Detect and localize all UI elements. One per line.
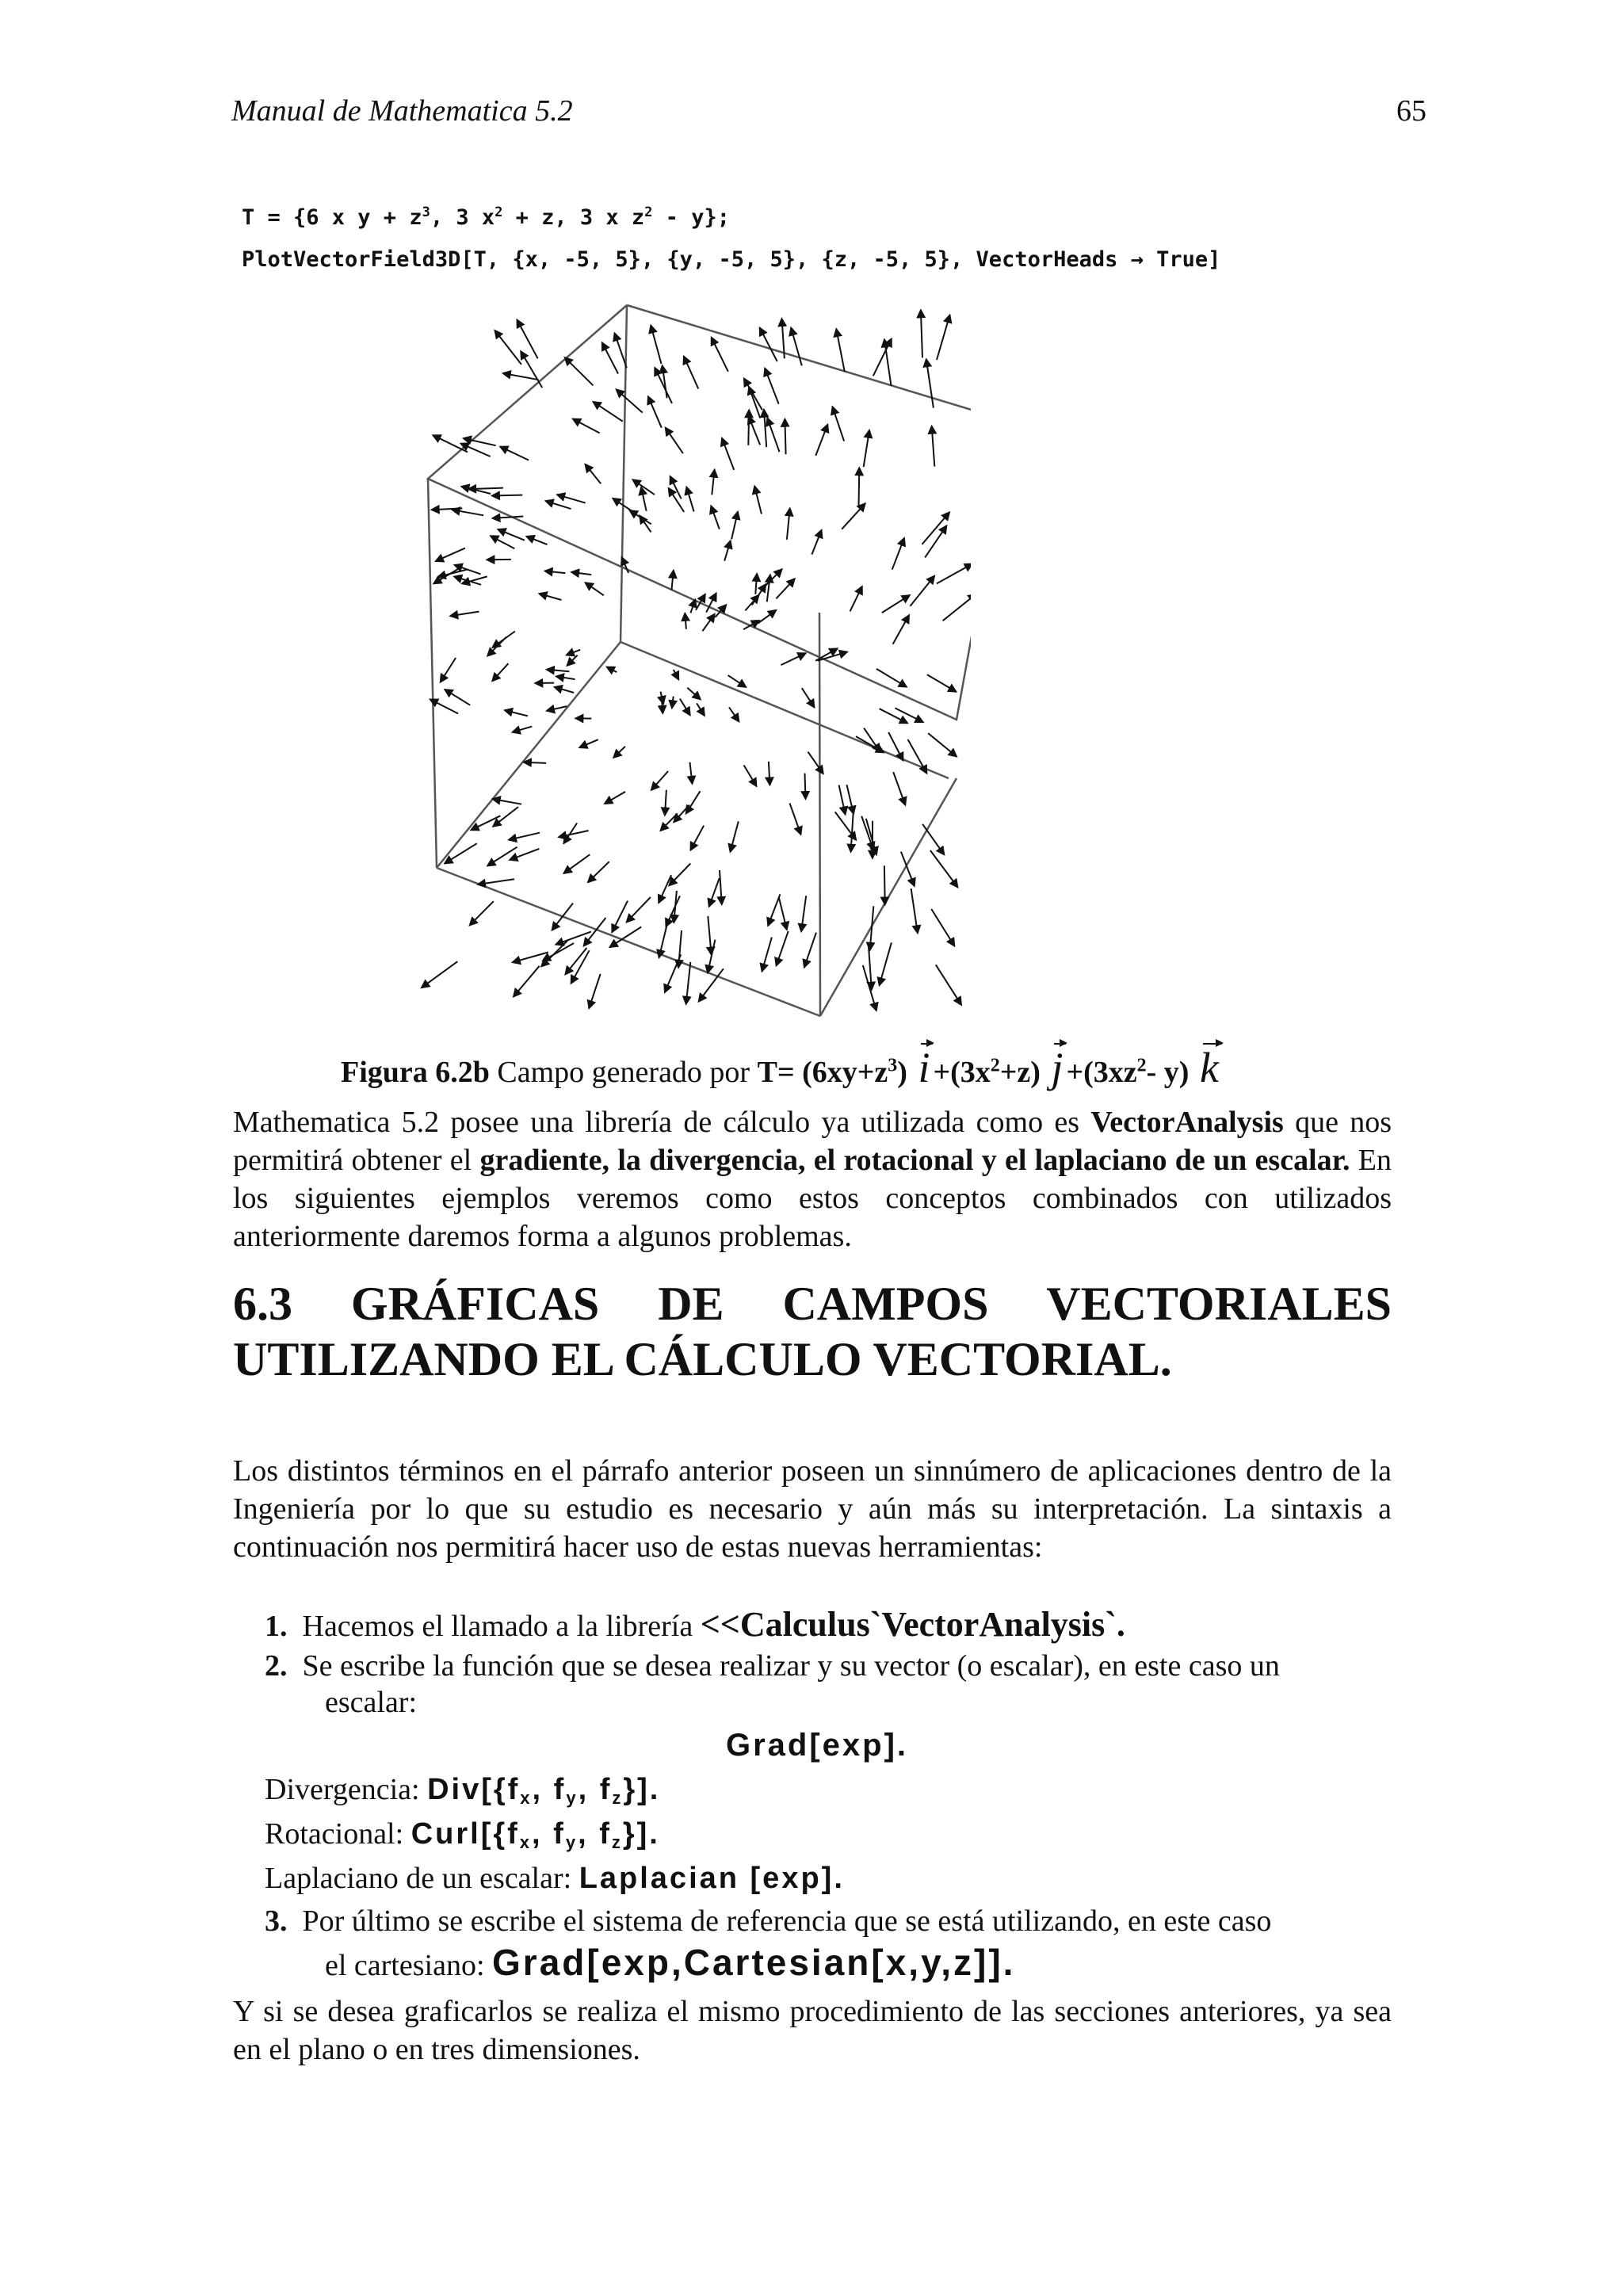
vector-arrow xyxy=(607,667,617,673)
vector-arrow xyxy=(779,897,787,930)
vector-arrow xyxy=(833,407,845,441)
vector-arrow xyxy=(728,675,747,687)
vector-arrow xyxy=(729,707,739,721)
vector-arrow xyxy=(762,938,772,972)
vector-arrow xyxy=(766,569,782,586)
vector-arrow xyxy=(450,612,479,617)
vector-arrow xyxy=(545,571,566,574)
page-number: 65 xyxy=(1396,94,1426,128)
vector-arrow xyxy=(659,875,671,903)
vector-arrow xyxy=(908,739,927,774)
vector-arrow xyxy=(937,563,971,583)
vector-arrow xyxy=(936,965,961,1005)
vector-arrow xyxy=(802,688,815,707)
vector-arrow xyxy=(513,727,533,732)
vector-arrow xyxy=(540,594,562,600)
step-3-continued: el cartesiano: Grad[exp,Cartesian[x,y,z]]. xyxy=(325,1942,1016,1983)
vector-arrow xyxy=(911,888,918,933)
step-2: 2. Se escribe la función que se desea realizar y su vector (o escalar), en este caso un xyxy=(265,1649,1280,1683)
vector-arrow xyxy=(613,747,625,758)
vector-arrow xyxy=(505,710,528,716)
vector-arrow xyxy=(565,357,594,385)
vector-arrow xyxy=(910,576,934,606)
vector-arrow xyxy=(422,961,457,988)
vector-arrow xyxy=(764,410,766,447)
vector-arrow xyxy=(659,926,667,957)
vector-arrow xyxy=(769,762,770,785)
vector-arrow xyxy=(445,690,470,705)
vector-arrow xyxy=(685,613,686,629)
vector-arrow xyxy=(471,816,500,830)
vector-arrow xyxy=(651,326,661,364)
vector-arrow xyxy=(454,576,481,584)
vector-arrow xyxy=(674,805,689,823)
vector-arrow xyxy=(556,676,575,679)
vector-arrow xyxy=(815,425,827,456)
vector-arrow xyxy=(893,615,909,644)
vector-arrow xyxy=(594,402,623,422)
vector-arrow xyxy=(937,315,950,361)
vector-arrow xyxy=(589,974,600,1008)
vector-arrow xyxy=(711,506,720,529)
vector-arrow xyxy=(895,708,922,722)
vector-arrow xyxy=(880,942,892,985)
vector-arrow xyxy=(927,674,957,691)
vector-arrow xyxy=(500,447,529,460)
vector-arrow xyxy=(744,379,762,411)
vector-arrow xyxy=(517,320,537,359)
vector-arrow xyxy=(586,583,604,595)
vector-arrow xyxy=(672,571,674,590)
vector-arrow xyxy=(767,418,779,452)
vector-arrow xyxy=(602,342,618,373)
vector-arrow xyxy=(432,508,463,510)
vector-arrow xyxy=(712,470,714,495)
vector-arrow xyxy=(627,897,651,922)
vector-arrow xyxy=(567,650,580,655)
vector-arrow xyxy=(648,396,662,427)
vector-arrow xyxy=(430,699,458,713)
vector-arrow xyxy=(805,774,806,799)
vector-arrow xyxy=(491,536,514,548)
vector-arrow xyxy=(767,575,770,602)
vector-arrow xyxy=(571,572,591,575)
unit-vector-i: i xyxy=(918,1044,930,1091)
vector-arrow xyxy=(478,879,514,884)
vector-arrow xyxy=(492,663,508,681)
unit-vector-k: k xyxy=(1199,1044,1219,1091)
vector-arrow xyxy=(781,653,805,665)
vector-arrow xyxy=(702,614,714,631)
vector-arrow xyxy=(461,487,491,494)
vector-arrow xyxy=(884,865,885,904)
vector-arrow xyxy=(672,697,674,709)
vector-arrow xyxy=(744,766,757,786)
vector-arrow xyxy=(680,699,690,716)
vector-arrow xyxy=(731,512,738,540)
vector-arrow xyxy=(686,487,693,512)
figure-caption: Figura 6.2b Campo generado por $T= (6xy+z^3)$ $i +(3x^2+z)$ $j +(3xz^2-$ y) k xyxy=(341,1044,1219,1091)
vector-arrow xyxy=(436,548,465,562)
vector-arrow xyxy=(866,819,876,855)
vector-arrow xyxy=(470,901,494,925)
vector-arrow xyxy=(492,495,522,496)
vector-arrow xyxy=(943,594,971,621)
vector-arrow xyxy=(503,373,539,380)
vector-arrow xyxy=(555,687,575,693)
vector-arrow xyxy=(768,894,780,926)
vector-arrow xyxy=(641,487,647,511)
vector-arrow xyxy=(557,495,586,502)
vector-arrow xyxy=(573,419,600,434)
vector-arrow xyxy=(847,785,854,814)
vector-arrow xyxy=(441,658,456,682)
vector-arrow xyxy=(495,330,521,365)
unit-vector-j: j xyxy=(1051,1044,1064,1091)
vector-arrow xyxy=(433,567,461,583)
bounding-box xyxy=(428,305,971,1016)
vector-arrow xyxy=(869,946,872,990)
section-heading: 6.3 GRÁFICAS DE CAMPOS VECTORIALES UTILIZANDO EL CÁLCULO VECTORIAL. xyxy=(233,1278,1392,1385)
vector-arrow xyxy=(633,479,655,495)
vector-arrow xyxy=(513,953,548,963)
vector-arrow xyxy=(850,586,862,611)
step-3: 3. Por último se escribe el sistema de referencia que se está utilizando, en este caso xyxy=(265,1904,1272,1938)
vector-arrow xyxy=(755,574,757,594)
vector-arrow xyxy=(731,821,739,851)
vector-arrow xyxy=(564,854,590,873)
vector-arrow xyxy=(842,503,865,529)
vector-arrow xyxy=(684,357,698,389)
vector-arrow xyxy=(690,600,695,613)
vector-arrow xyxy=(839,785,846,815)
body-paragraph: Los distintos términos en el párrafo anterior poseen un sinnúmero de aplicaciones dentro de la Ingeniería por lo que su estudio es necesario y aún más su interpretación. La sintaxis a continuación nos permitirá hacer uso de estas nuevas herramientas: xyxy=(233,1454,1392,1564)
vector-arrow xyxy=(487,847,517,866)
vector-arrow xyxy=(928,733,957,756)
vector-arrow xyxy=(697,703,705,716)
vector-arrow xyxy=(690,762,693,784)
vector-arrow xyxy=(801,896,806,931)
vector-arrow xyxy=(708,940,715,973)
vector-arrow xyxy=(546,501,571,509)
vector-arrow xyxy=(669,488,685,512)
vector-arrow xyxy=(930,850,958,887)
vector-arrow xyxy=(765,369,778,404)
curl-line: Rotacional: $Curl[\{f_x$, $f_y$, $f_z$}]. xyxy=(265,1817,660,1852)
vector-arrow xyxy=(931,909,954,946)
vector-arrow xyxy=(663,365,667,398)
vector-arrow xyxy=(787,509,790,540)
vector-arrow xyxy=(864,728,880,752)
vector-arrow xyxy=(666,428,683,453)
grad-command: Grad[exp]. xyxy=(726,1728,909,1763)
vector-arrow xyxy=(758,610,776,624)
vector-arrow xyxy=(579,739,598,747)
intro-paragraph: Mathematica 5.2 posee una librería de cálculo ya utilizada como es VectorAnalysis que nos permitirá obtener el gradiente, la divergencia, el rotacional y el laplaciano de un escalar. En los siguientes ejemplos veremos como estos conceptos combinados con utilizados anteriormente daremos forma a algunos problemas. xyxy=(233,1106,1392,1253)
vector-arrow xyxy=(760,328,777,361)
vector-arrow xyxy=(665,790,666,816)
code-line-2: PlotVectorField3D[T, {x, -5, 5}, {y, -5, 5}, {z, -5, 5}, VectorHeads → True] xyxy=(242,247,1221,272)
step-2-continued: escalar: xyxy=(325,1686,418,1719)
vector-arrow xyxy=(670,476,682,499)
step-1: 1. Hacemos el llamado a la librería <<Calculus`VectorAnalysis`. xyxy=(265,1605,1125,1644)
vector-arrow xyxy=(524,762,546,763)
vector-arrow xyxy=(674,670,679,679)
laplacian-line: Laplaciano de un escalar: Laplacian [exp]. xyxy=(265,1862,845,1895)
vector-arrow xyxy=(882,595,910,613)
vector-arrow xyxy=(808,752,823,774)
vector-arrow xyxy=(586,464,601,483)
vector-arrow xyxy=(752,584,766,605)
vector-arrow xyxy=(567,655,578,666)
vector-arrow xyxy=(922,824,944,855)
vector-arrow xyxy=(926,359,934,407)
vector-arrow xyxy=(510,849,539,860)
vector-arrow xyxy=(777,931,789,966)
vector-arrow xyxy=(453,510,484,515)
vector-arrow xyxy=(438,569,468,577)
vector-arrow xyxy=(712,338,728,372)
vector-arrow xyxy=(612,901,628,933)
vector-arrow xyxy=(892,538,904,570)
vector-arrow xyxy=(630,510,651,524)
vector-arrow xyxy=(690,826,704,850)
closing-paragraph: Y si se desea graficarlos se realiza el mismo procedimiento de las secciones anteriores, ya sea en el plano o en tres dimensiones. xyxy=(233,1995,1392,2066)
vector-arrow xyxy=(754,487,762,514)
vector-arrow xyxy=(921,310,922,357)
vector-arrow xyxy=(880,709,908,723)
vector-arrow xyxy=(925,525,946,557)
vector-arrow xyxy=(669,864,690,886)
vector-arrow xyxy=(804,933,816,968)
vector-arrow xyxy=(651,771,668,790)
vector-arrow xyxy=(493,517,524,518)
vector-arrow xyxy=(812,530,821,555)
vector-arrow xyxy=(893,772,905,805)
vector-arrow xyxy=(588,861,609,882)
vector-arrow xyxy=(749,416,760,445)
vector-arrow xyxy=(493,799,521,804)
vector-arrow xyxy=(498,529,525,541)
divergence-line: Divergencia: $Div[\{f_x$, $f_y$, $f_z$}]. xyxy=(265,1773,661,1808)
vector-arrow xyxy=(836,329,845,372)
vector-arrow xyxy=(509,833,540,840)
running-header-title: Manual de Mathematica 5.2 xyxy=(231,94,573,128)
vector-arrow xyxy=(617,390,643,413)
vector-arrow xyxy=(776,579,794,598)
vector-arrows xyxy=(422,310,971,1010)
vector-arrow xyxy=(461,444,491,457)
vector-arrow xyxy=(748,410,749,445)
vector-arrow xyxy=(864,430,869,467)
vector-arrow xyxy=(559,831,589,837)
vector-arrow xyxy=(859,468,860,507)
vector-arrow xyxy=(521,351,542,388)
vector-arrow xyxy=(791,328,802,366)
vector-arrow xyxy=(724,541,731,560)
vector-arrow xyxy=(932,426,935,467)
vector-arrow xyxy=(709,878,720,907)
vector-arrow xyxy=(552,904,573,930)
vector-arrow xyxy=(686,791,701,813)
vector-field-3d-plot xyxy=(408,293,971,1030)
vector-arrow xyxy=(720,870,722,904)
vector-arrow xyxy=(605,792,625,804)
vector-arrow xyxy=(666,896,680,926)
vector-arrow xyxy=(790,803,801,834)
code-line-1: T = {6 x $y + z^3$, 3 $x^2 + z$, 3 x $z^2 - y$}; xyxy=(242,204,730,230)
vector-arrow xyxy=(615,333,627,368)
vector-arrow xyxy=(487,637,506,656)
vector-arrow xyxy=(686,962,691,1004)
vector-arrow xyxy=(722,438,734,470)
vector-arrow xyxy=(687,688,701,700)
vector-arrow xyxy=(514,966,540,997)
vector-arrow xyxy=(708,916,711,955)
vector-arrow xyxy=(527,537,548,544)
vector-arrow xyxy=(547,670,570,672)
